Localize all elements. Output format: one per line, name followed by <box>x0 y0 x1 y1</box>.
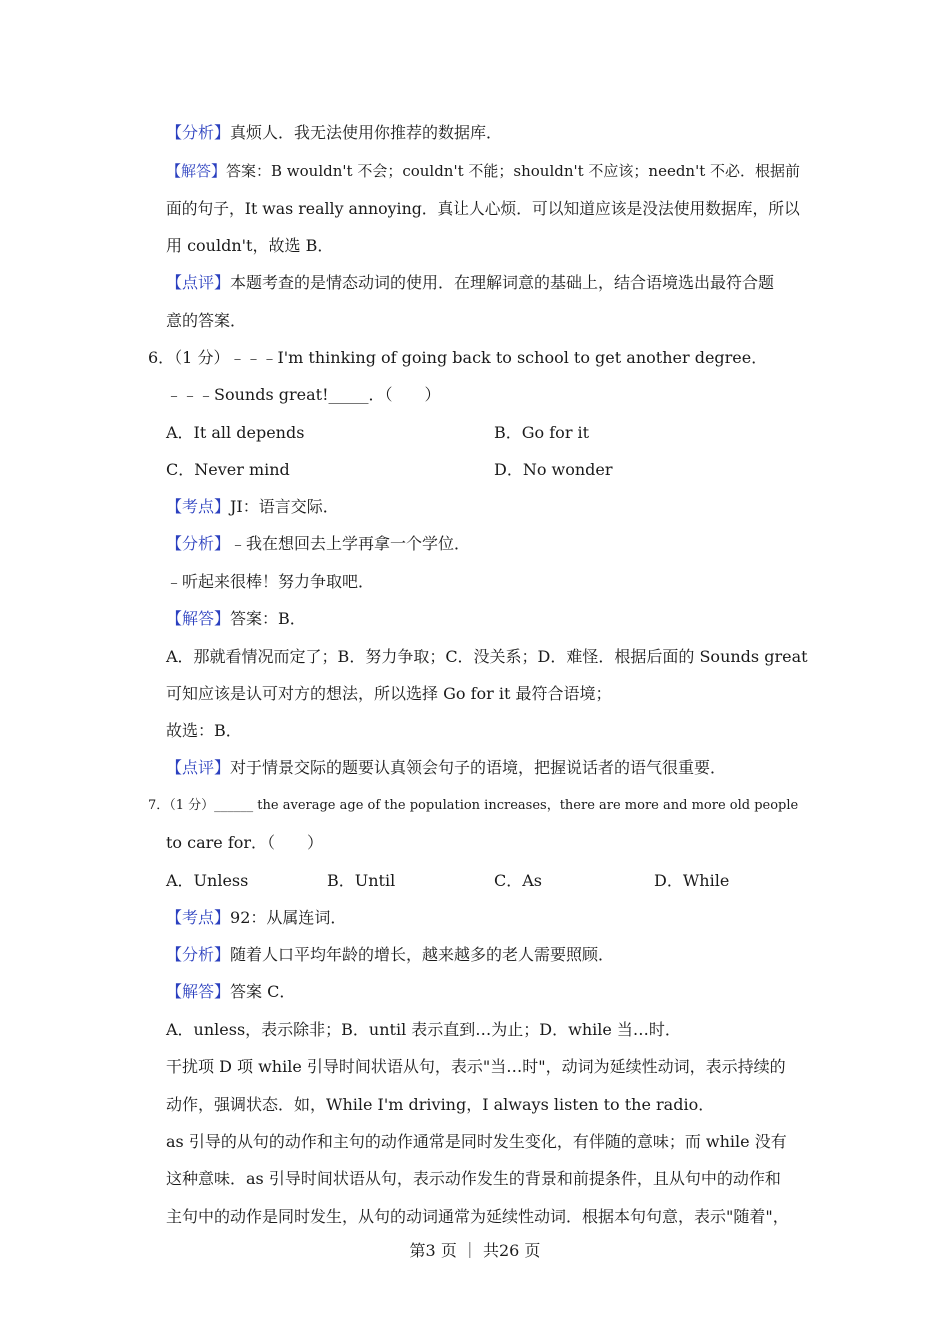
q5-analysis: 【分析】真烦人．我无法使用你推荐的数据库． <box>166 123 503 142</box>
q6-point: 【考点】JI：语言交际． <box>166 497 339 516</box>
q5-answer-line-2: 面的句子，It was really annoying．真让人心烦．可以知道应该是没法使用数据库，所以 <box>166 199 800 218</box>
q7-analysis: 【分析】随着人口平均年龄的增长，越来越多的老人需要照顾． <box>166 945 615 964</box>
q7-explanation-line-5: 这种意味．as 引导时间状语从句，表示动作发生的背景和前提条件，且从句中的动作和 <box>166 1169 781 1188</box>
q7-stem: 7．（1 分）______ the average age of the population increases，there are more and more old people <box>148 798 799 813</box>
answer-tag: 【解答】 <box>166 609 231 628</box>
q7-explanation-line-6: 主句中的动作是同时发生，从句的动词通常为延续性动词．根据本句句意，表示"随着"， <box>166 1207 789 1226</box>
q6-option-c: C．Never mind <box>166 460 290 479</box>
answer-tag: 【解答】 <box>166 162 227 180</box>
q5-comment: 【点评】本题考查的是情态动词的使用．在理解词意的基础上，结合语境选出最符合题 <box>166 273 775 292</box>
point-tag: 【考点】 <box>166 908 231 927</box>
q6-stem-line-2: ﹣﹣﹣Sounds great!_____．（ ） <box>166 385 441 404</box>
q7-explanation-line-1: A．unless，表示除非；B．until 表示直到…为止；D．while 当…时． <box>166 1020 681 1039</box>
q7-option-b: B．Until <box>327 871 396 890</box>
q6-answer-line-4: 故选：B． <box>166 721 242 740</box>
point-tag: 【考点】 <box>166 497 231 516</box>
page-footer: 第3 页 ｜ 共26 页 <box>409 1241 541 1260</box>
q6-stem: 6．（1 分）﹣﹣﹣I'm thinking of going back to school to get another degree． <box>148 348 768 367</box>
q6-comment: 【点评】对于情景交际的题要认真领会句子的语境，把握说话者的语气很重要． <box>166 758 727 777</box>
q7-point: 【考点】92：从属连词． <box>166 908 347 927</box>
answer-tag: 【解答】 <box>166 982 231 1001</box>
analysis-tag: 【分析】 <box>166 945 231 964</box>
q6-answer-line-3: 可知应该是认可对方的想法，所以选择 Go for it 最符合语境； <box>166 684 612 703</box>
analysis-tag: 【分析】 <box>166 534 231 553</box>
q6-answer: 【解答】答案：B． <box>166 609 306 628</box>
q7-explanation-line-2: 干扰项 D 项 while 引导时间状语从句，表示"当…时"，动词为延续性动词，表示持续的 <box>166 1057 786 1076</box>
q7-stem-line-2: to care for．（ ） <box>166 833 324 852</box>
comment-tag: 【点评】 <box>166 758 231 777</box>
q5-comment-line-2: 意的答案． <box>166 311 247 330</box>
q7-explanation-line-3: 动作，强调状态．如，While I'm driving，I always listen to the radio． <box>166 1095 715 1114</box>
q7-option-d: D．While <box>654 871 730 890</box>
q6-analysis-line-2: ﹣听起来很棒！努力争取吧． <box>166 572 375 591</box>
q6-option-a: A．It all depends <box>166 423 305 442</box>
q7-explanation-line-4: as 引导的从句的动作和主句的动作通常是同时发生变化，有伴随的意味；而 while 没有 <box>166 1132 787 1151</box>
analysis-tag: 【分析】 <box>166 123 231 142</box>
q6-option-d: D．No wonder <box>494 460 613 479</box>
q7-answer: 【解答】答案 C． <box>166 982 296 1001</box>
q7-option-c: C．As <box>494 871 543 890</box>
comment-tag: 【点评】 <box>166 273 231 292</box>
q5-answer-line-1: 【解答】答案：B wouldn't 不会；couldn't 不能；shouldn't 不应该；needn't 不必．根据前 <box>166 162 801 180</box>
q5-answer-line-3: 用 couldn't，故选 B． <box>166 236 334 255</box>
q6-option-b: B．Go for it <box>494 423 590 442</box>
q6-analysis: 【分析】﹣我在想回去上学再拿一个学位． <box>166 534 471 553</box>
q6-answer-line-2: A．那就看情况而定了；B．努力争取；C．没关系；D．难怪．根据后面的 Sounds great <box>166 647 808 666</box>
q7-option-a: A．Unless <box>166 871 249 890</box>
